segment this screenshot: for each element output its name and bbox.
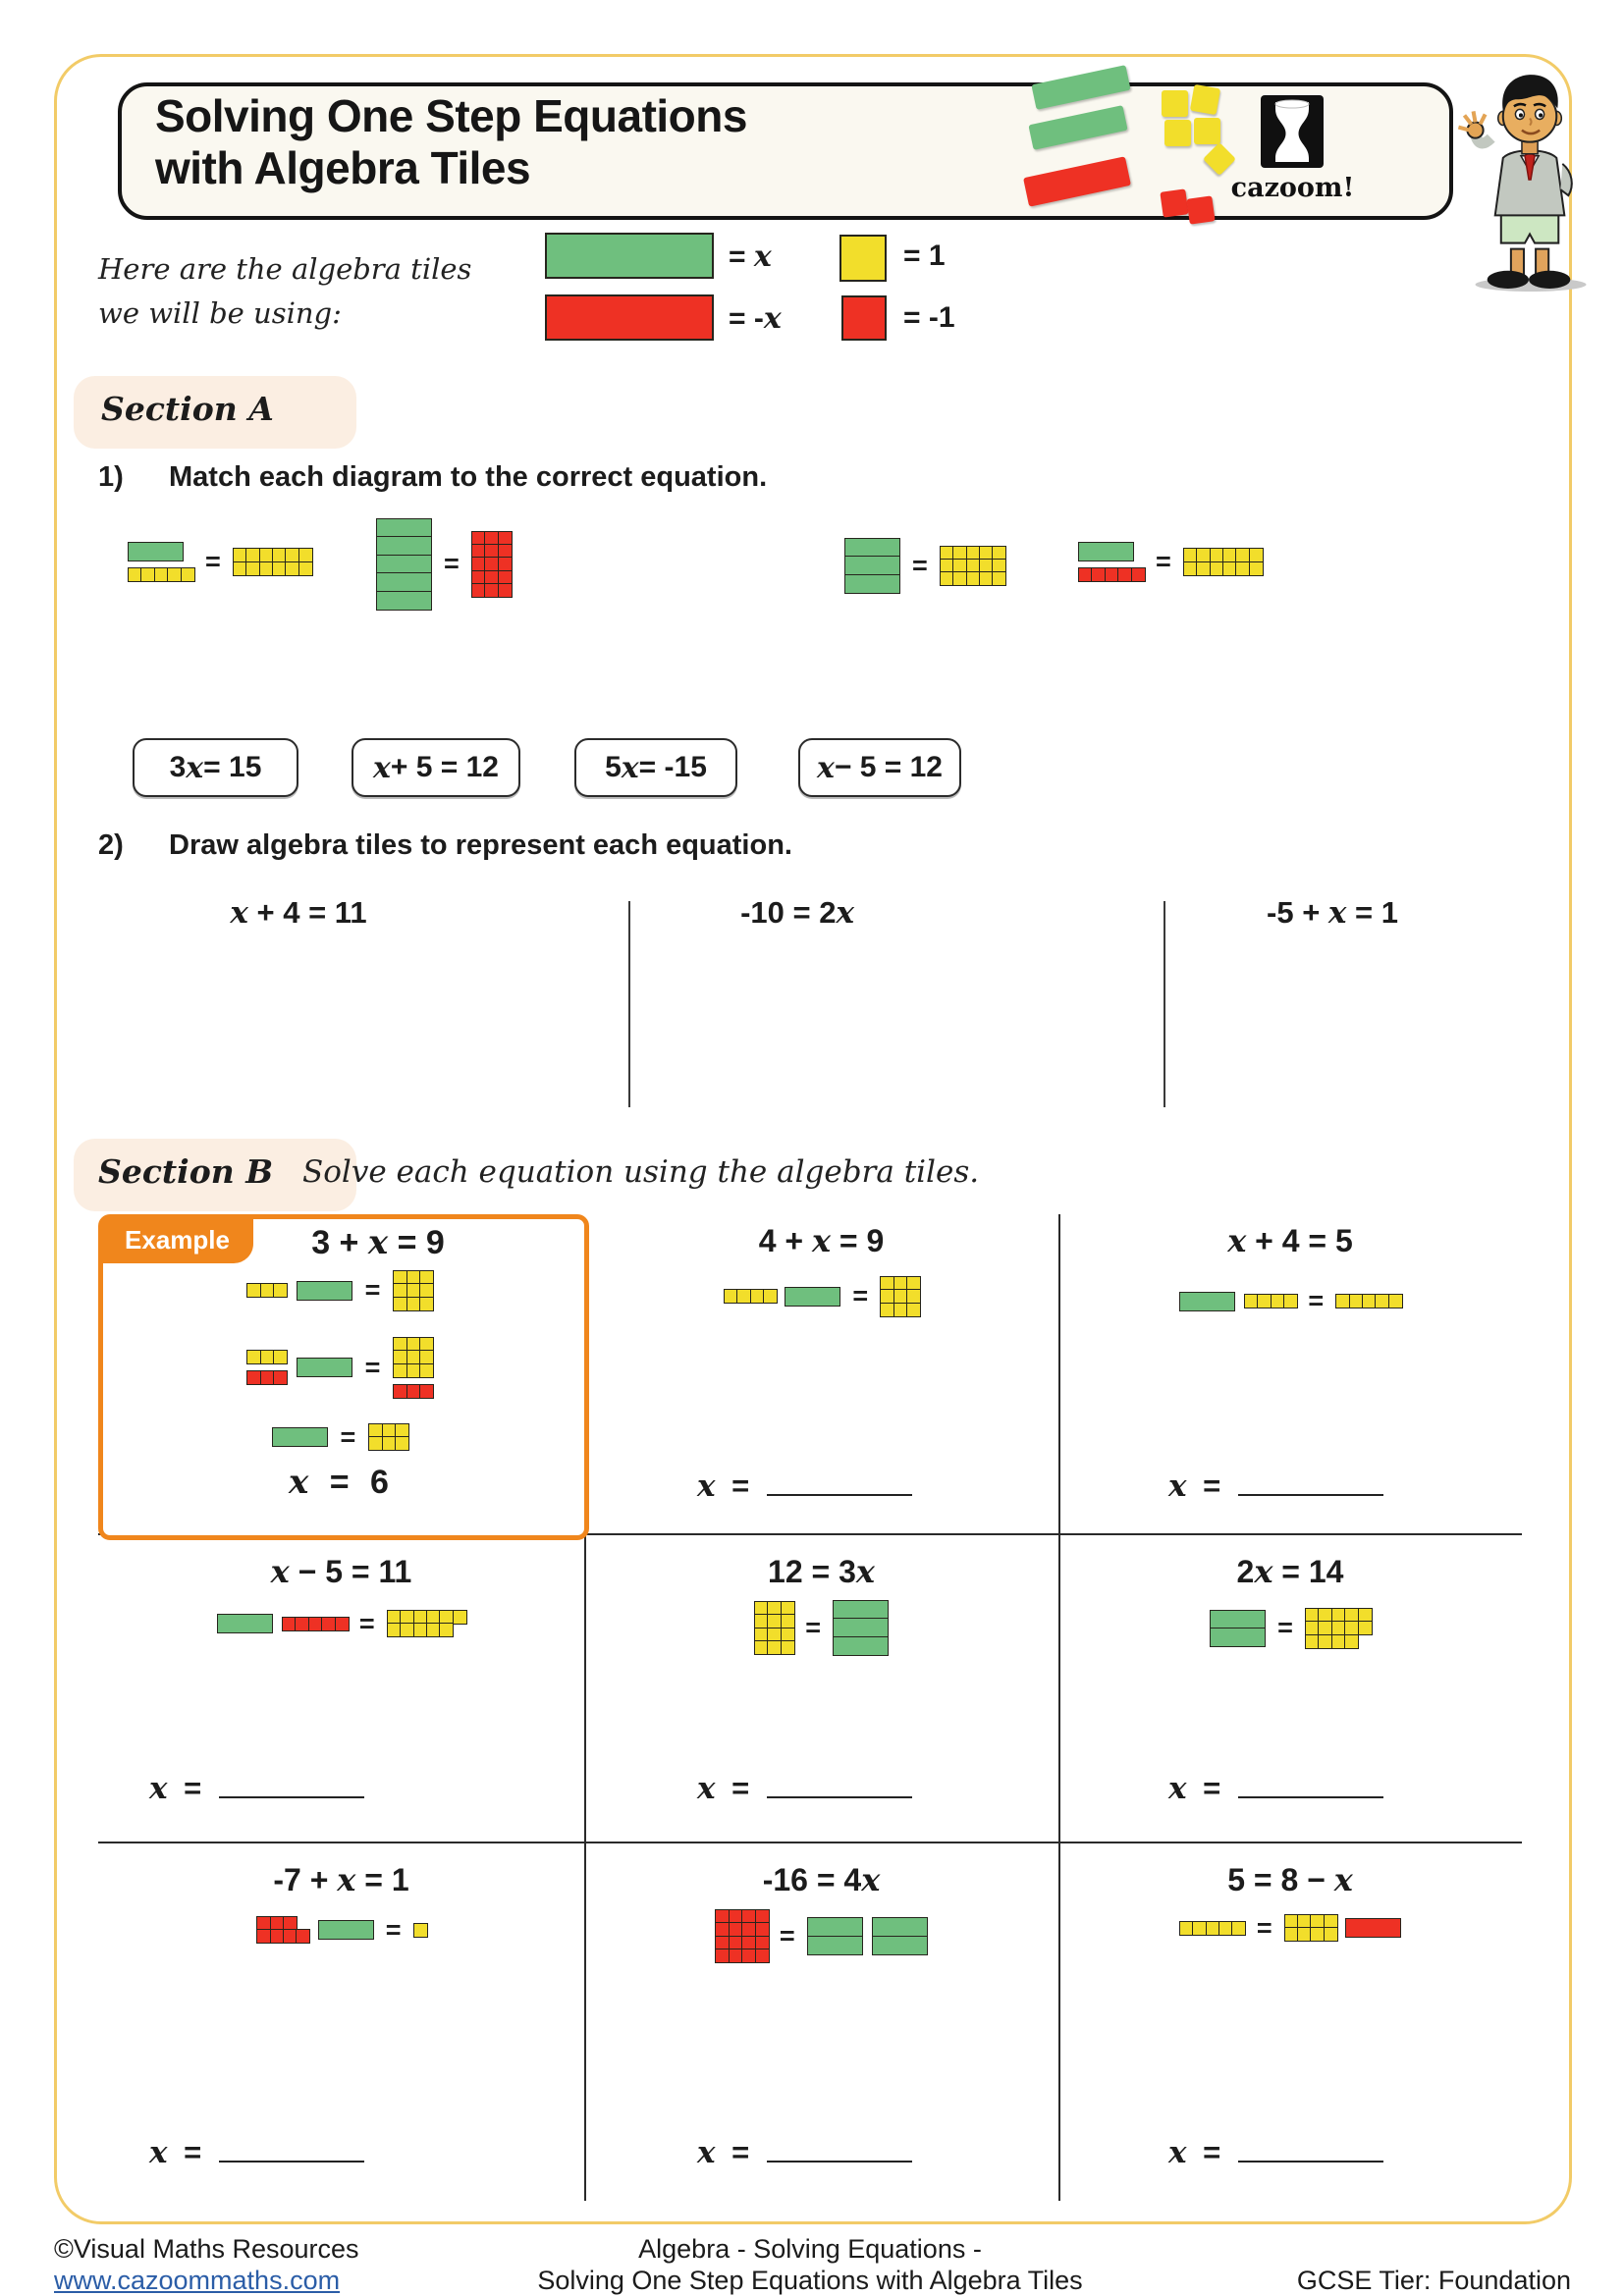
footer-website-link[interactable]: www.cazoommaths.com [54, 2266, 341, 2295]
yellow-tile-grid [393, 1270, 432, 1311]
yellow-unit-tile [763, 1289, 778, 1304]
yellow-tile-grid [1183, 548, 1262, 575]
problem-tiles-7 [584, 1909, 1058, 1963]
answer-prefix: x = [697, 1468, 750, 1504]
deco-red-square-2 [1186, 195, 1215, 224]
answer-blank-5 [1168, 1771, 1383, 1806]
yellow-unit-tile [395, 1436, 409, 1451]
equals-sign: = [1308, 1286, 1325, 1315]
match-diagram-3 [844, 538, 1005, 594]
answer-line [219, 1796, 364, 1798]
section-a-label-text: Section A [101, 390, 274, 428]
yellow-unit-tiles [128, 567, 193, 582]
legend-yellow-label: = 1 [903, 240, 946, 272]
green-bar-tile [807, 1917, 863, 1937]
red-unit-tile [755, 1949, 770, 1963]
grid-row-divider-2 [98, 1842, 1522, 1843]
page-title-line1: Solving One Step Equations [155, 90, 747, 141]
question-2-text: Draw algebra tiles to represent each equation. [169, 829, 792, 861]
draw-equation-3: -5 + x = 1 [1267, 895, 1398, 931]
draw-equation-1: x + 4 = 11 [230, 895, 367, 931]
yellow-tile-grid [880, 1276, 919, 1317]
red-unit-tiles [393, 1384, 432, 1399]
q2-column-divider-1 [628, 901, 630, 1107]
match-diagram-1 [128, 542, 311, 582]
yellow-tile-grid [940, 546, 1005, 587]
red-tile-grid [471, 531, 511, 599]
example-step-1 [108, 1270, 571, 1311]
variable-x: x [230, 895, 248, 931]
equals-sign: = [385, 1914, 402, 1945]
legend-red-negx-tile [545, 294, 714, 341]
problem-title-2: x + 4 = 5 [1227, 1222, 1353, 1259]
yellow-unit-tile [419, 1363, 434, 1378]
equation-card-2: x + 5 = 12 [352, 738, 520, 797]
cazoom-wordmark: cazoom! [1230, 173, 1355, 203]
variable-x: x [811, 1222, 832, 1259]
equation-card-1: 3 x = 15 [133, 738, 298, 797]
answer-prefix: x = [1168, 1468, 1221, 1504]
variable-x: x [149, 2135, 168, 2170]
example-step-3 [108, 1423, 571, 1451]
answer-blank-8 [1168, 2135, 1383, 2170]
equals-sign: = [1277, 1613, 1293, 1643]
answer-prefix: x = [1168, 2135, 1221, 2170]
yellow-unit-tile [781, 1640, 795, 1655]
green-bar-tile [1210, 1610, 1266, 1629]
green-bar-tile [872, 1936, 928, 1955]
yellow-unit-tile [273, 1350, 288, 1364]
answer-prefix: x = [149, 2135, 202, 2170]
red-unit-tiles [1078, 567, 1144, 582]
variable-x: x [1168, 1771, 1187, 1806]
yellow-tile-grid [368, 1423, 407, 1451]
yellow-unit-tile [273, 1283, 288, 1298]
variable-x: x [373, 750, 391, 785]
equals-sign: = [805, 1612, 821, 1642]
legend-intro-line2: we will be using: [98, 295, 342, 330]
variable-x: x [367, 1223, 389, 1262]
red-unit-tile [498, 583, 513, 598]
variable-x: x [753, 240, 772, 274]
answer-line [767, 1494, 912, 1496]
variable-x: x [337, 1861, 356, 1898]
yellow-tile-grid [1284, 1914, 1337, 1942]
page-title [155, 90, 747, 195]
green-bar-tile [376, 518, 432, 538]
green-bar-stack [844, 538, 900, 594]
footer-copyright: ©Visual Maths Resources [54, 2234, 359, 2264]
example-answer: x = 6 [289, 1463, 389, 1502]
equals-sign: = [340, 1421, 356, 1452]
problem-title-3: x − 5 = 11 [270, 1553, 412, 1590]
drum-icon [1261, 95, 1324, 168]
green-bar-tile [833, 1618, 889, 1637]
green-bar-stack [872, 1917, 928, 1954]
problem-tiles-3 [98, 1610, 584, 1637]
example-tab: Example [101, 1217, 253, 1263]
variable-x: x [1333, 1861, 1353, 1898]
yellow-tile-rows [387, 1610, 465, 1637]
footer-category-line1: Algebra - Solving Equations - [638, 2234, 982, 2264]
answer-line [767, 1796, 912, 1798]
problem-title-8: 5 = 8 − x [1227, 1861, 1353, 1898]
answer-prefix: x = [697, 1771, 750, 1806]
answer-blank-6 [149, 2135, 364, 2170]
green-bar-stack [376, 518, 432, 611]
green-bar-stack [1210, 1610, 1266, 1647]
footer-category-line2: Solving One Step Equations with Algebra Tiles [537, 2266, 1083, 2295]
yellow-unit-tile [1324, 1927, 1338, 1942]
green-bar-stack [833, 1600, 889, 1656]
legend-red-square-label: = -1 [903, 301, 955, 334]
problem-tiles-2 [1058, 1288, 1522, 1314]
legend-green-label: = x [729, 240, 772, 274]
equals-sign: = [358, 1608, 375, 1638]
green-bar-tile [872, 1917, 928, 1937]
equals-sign: = [779, 1921, 795, 1951]
green-bar-tile [833, 1600, 889, 1620]
red-unit-tile [419, 1384, 434, 1399]
problem-tiles-5 [1058, 1608, 1522, 1649]
variable-x: x [861, 1861, 881, 1898]
red-tile-rows [256, 1916, 309, 1944]
green-bar-tile [376, 536, 432, 556]
green-bar-tile [318, 1920, 374, 1940]
answer-line [1238, 1494, 1383, 1496]
variable-x: x [763, 301, 782, 336]
variable-x: x [621, 750, 639, 785]
answer-blank-4 [697, 1771, 912, 1806]
variable-x: x [1227, 1222, 1247, 1259]
variable-x: x [289, 1463, 309, 1502]
yellow-unit-tile [181, 567, 195, 582]
green-bar-tile [1179, 1292, 1235, 1311]
yellow-unit-tiles [1244, 1294, 1297, 1308]
answer-prefix: x = [149, 1771, 202, 1806]
answer-prefix: x = [1168, 1771, 1221, 1806]
yellow-tile-rows [1305, 1608, 1371, 1649]
green-bar-tile [128, 542, 184, 561]
equals-sign: = [364, 1352, 381, 1382]
variable-x: x [1168, 1468, 1187, 1504]
red-unit-tile [296, 1929, 310, 1944]
variable-x: x [1168, 2135, 1187, 2170]
legend-red-bar-label: = -x [729, 301, 782, 336]
yellow-unit-tile [1344, 1634, 1359, 1649]
tile-column [246, 1350, 286, 1385]
variable-x: x [697, 1468, 716, 1504]
green-bar-tile [833, 1636, 889, 1656]
answer-blank-3 [149, 1771, 364, 1806]
deco-yellow-square-1 [1162, 90, 1188, 117]
answer-line [767, 2161, 912, 2163]
problem-tiles-6 [98, 1916, 584, 1944]
red-unit-tile [273, 1370, 288, 1385]
green-bar-tile [1210, 1628, 1266, 1647]
variable-x: x [1254, 1553, 1273, 1590]
variable-x: x [836, 895, 854, 931]
yellow-unit-tile [1283, 1294, 1298, 1308]
grid-col-divider-r1 [1058, 1214, 1060, 1533]
deco-yellow-square-4 [1194, 118, 1220, 144]
equals-sign: = [852, 1281, 869, 1311]
cazoom-logo-icon [1261, 95, 1324, 168]
legend-green-x-tile [545, 233, 714, 279]
variable-x: x [270, 1553, 290, 1590]
red-tile-grid [715, 1909, 768, 1963]
variable-x: x [186, 750, 204, 785]
equation-card-4: x − 5 = 12 [798, 738, 961, 797]
yellow-unit-tile [413, 1923, 428, 1938]
green-bar-tile [297, 1281, 352, 1301]
answer-blank-7 [697, 2135, 912, 2170]
yellow-unit-tile [1388, 1294, 1403, 1308]
yellow-unit-tiles [1179, 1921, 1245, 1936]
draw-equation-2: -10 = 2x [740, 895, 854, 931]
variable-x: x [149, 1771, 168, 1806]
green-bar-tile [1078, 542, 1134, 561]
section-b-instruction: Solve each equation using the algebra tiles. [302, 1154, 980, 1190]
green-bar-tile [844, 574, 900, 594]
tile-column [393, 1337, 432, 1399]
problem-tiles-1 [584, 1276, 1058, 1317]
green-bar-tile [297, 1358, 352, 1377]
footer-tier: GCSE Tier: Foundation [1296, 2266, 1571, 2295]
question-2-number: 2) [98, 829, 124, 861]
match-diagram-4 [1078, 542, 1262, 582]
green-bar-tile [785, 1287, 840, 1307]
legend-yellow-one-tile [839, 235, 887, 282]
yellow-unit-tile [992, 571, 1006, 586]
green-bar-tile [272, 1427, 328, 1447]
answer-line [1238, 1796, 1383, 1798]
red-unit-tiles [282, 1617, 348, 1631]
legend-intro-line1: Here are the algebra tiles [98, 252, 472, 286]
yellow-unit-tile [298, 561, 313, 576]
green-bar-tile [844, 556, 900, 575]
equals-sign: = [444, 549, 460, 579]
q2-column-divider-2 [1164, 901, 1165, 1107]
problem-title-5: 2x = 14 [1236, 1553, 1344, 1590]
green-bar-tile [376, 572, 432, 592]
deco-yellow-square-2 [1190, 84, 1220, 115]
red-unit-tile [335, 1617, 350, 1631]
equals-sign: = [1156, 547, 1171, 576]
example-step-2 [108, 1337, 571, 1399]
problem-title-4: 12 = 3x [768, 1553, 875, 1590]
yellow-unit-tiles [246, 1350, 286, 1364]
problem-title-1: 4 + x = 9 [758, 1222, 885, 1259]
green-bar-tile [376, 591, 432, 611]
student-character-illustration [1451, 65, 1600, 293]
equals-sign: = [205, 547, 221, 576]
page-title-line2: with Algebra Tiles [155, 142, 531, 194]
question-1-number: 1) [98, 461, 124, 493]
section-b-label-text: Section B [98, 1152, 274, 1191]
equals-sign: = [364, 1275, 381, 1306]
variable-x: x [697, 2135, 716, 2170]
answer-prefix: x = [697, 2135, 750, 2170]
variable-x: x [817, 750, 835, 785]
answer-blank-2 [1168, 1468, 1383, 1504]
yellow-unit-tiles [1335, 1294, 1401, 1308]
yellow-unit-tile [906, 1303, 921, 1317]
answer-line [1238, 2161, 1383, 2163]
question-1-text: Match each diagram to the correct equation. [169, 461, 768, 493]
variable-x: x [1327, 895, 1347, 931]
red-bar-tile [1345, 1918, 1401, 1938]
variable-x: x [855, 1553, 875, 1590]
deco-yellow-square-3 [1164, 120, 1191, 146]
problem-title-6: -7 + x = 1 [273, 1861, 409, 1898]
legend-intro [98, 247, 471, 336]
red-unit-tile [1131, 567, 1146, 582]
variable-x: x [697, 1771, 716, 1806]
tile-column [1078, 542, 1144, 582]
green-bar-stack [807, 1917, 863, 1954]
yellow-unit-tiles [246, 1283, 286, 1298]
yellow-tile-grid [233, 548, 311, 575]
yellow-unit-tiles [413, 1923, 426, 1938]
deco-red-square-1 [1160, 188, 1188, 217]
green-bar-tile [807, 1936, 863, 1955]
tile-column [128, 542, 193, 582]
answer-line [219, 2161, 364, 2163]
problem-tiles-4 [584, 1600, 1058, 1656]
green-bar-tile [217, 1614, 273, 1633]
legend-red-negone-tile [841, 295, 887, 341]
problem-title-7: -16 = 4x [762, 1861, 881, 1898]
yellow-unit-tile [439, 1623, 454, 1637]
answer-blank-1 [697, 1468, 912, 1504]
yellow-unit-tile [1249, 561, 1264, 576]
problem-tiles-8 [1058, 1914, 1522, 1942]
match-diagram-2 [376, 518, 511, 611]
example-equation: 3 + x = 9 [311, 1223, 445, 1262]
equation-card-3: 5 x = -15 [574, 738, 737, 797]
equals-sign: = [912, 550, 928, 580]
red-unit-tiles [246, 1370, 286, 1385]
green-bar-tile [844, 538, 900, 558]
yellow-tile-grid [754, 1601, 793, 1655]
yellow-unit-tiles [724, 1289, 777, 1304]
yellow-unit-tile [419, 1297, 434, 1311]
section-a-label [74, 376, 356, 449]
green-bar-tile [376, 555, 432, 574]
yellow-unit-tile [1231, 1921, 1246, 1936]
yellow-tile-grid [393, 1337, 432, 1378]
equals-sign: = [1256, 1912, 1272, 1943]
